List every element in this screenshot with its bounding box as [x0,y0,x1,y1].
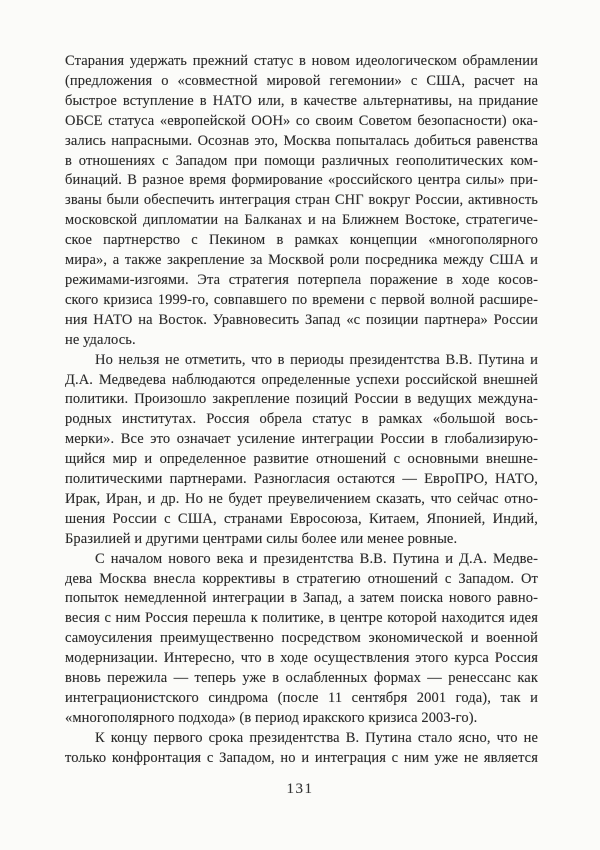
text-line: ское партнерство с Пекином в рамках концепции «многополярного [65,232,538,249]
text-line: модернизации. Интересно, что в ходе осуществления этого курса Россия [65,650,538,667]
text-line: С началом нового века и президентства В.В. Путина и Д.А. Медве- [95,550,538,567]
text-line: только конфронтация с Западом, но и интеграция с ним уже не является [65,749,538,766]
text-line: щийся мир и определенное развитие отношений с основными внешне- [65,451,538,468]
text-line: К концу первого срока президентства В. Путина стало ясно, что не [95,729,538,746]
text-line: зались напрасными. Осознав это, Москва попыталась добиться равенства [65,132,538,149]
text-line: Бразилией и другими центрами силы более или менее ровные. [65,530,458,547]
paragraph [65,351,538,550]
text-line: политическими партнерами. Разногласия остаются — ЕвроПРО, НАТО, [65,471,538,488]
text-line: интеграционистского синдрома (после 11 сентября 2001 года), так и [65,690,538,706]
paragraph [65,52,538,351]
text-line: дева Москва внесла коррективы в стратегию отношений с Западом. От [65,570,538,587]
text-line: весия с ним Россия перешла к политике, в центре которой находится идея [65,610,538,627]
text-line: Старания удержать прежний статус в новом идеологическом обрамлении [65,53,538,69]
text-line: мира», а также закрепление за Москвой роли посредника между США и [65,252,538,269]
text-line: режимами-изгоями. Эта стратегия потерпела поражение в ходе косов- [65,271,538,288]
text-line: Ирак, Иран, и др. Но не будет преувеличением сказать, что сейчас отно- [65,490,538,507]
text-line: званы были обеспечить интеграция стран СНГ вокруг России, активность [65,192,538,209]
text-line: ского кризиса 1999-го, совпавшего по времени с первой волной расшире- [65,291,538,308]
text-line: в отношениях с Западом при помощи различных геополитических ком- [65,152,538,169]
text-line: родных институтах. Россия обрела статус в рамках «большой вось- [65,411,538,428]
text-line: шения России с США, странами Евросоюза, Китаем, Японией, Индий, [65,510,538,527]
text-line: самоусиления преимущественно посредством экономической и военной [65,630,538,647]
text-block [65,52,538,769]
page-number: 131 [286,781,314,797]
text-line: ОБСЕ статуса «европейской ООН» со своим Советом безопасности) ока- [65,112,538,129]
text-line: попыток немедленной интеграции в Запад, а затем поиска нового равно- [65,590,538,607]
text-line: московской дипломатии на Балканах и на Ближнем Востоке, стратегиче- [65,212,538,229]
text-line: быстрое вступление в НАТО или, в качестве альтернативы, на придание [65,92,538,109]
paragraph [65,729,538,769]
text-line: бинаций. В разное время формирование «российского центра силы» при- [65,172,538,189]
text-line: не удалось. [65,331,136,348]
text-line: Но нельзя не отметить, что в периоды президентства В.В. Путина и [95,351,538,368]
text-line: мерки». Все это означает усиление интеграции России в глобализирую- [65,431,538,448]
text-line: Д.А. Медведева наблюдаются определенные успехи российской внешней [65,371,538,388]
text-line: (предложения о «совместной мировой гегемонии» с США, расчет на [65,72,538,89]
text-line: «многополярного подхода» (в период иракского кризиса 2003-го). [65,709,478,726]
paragraph [65,550,538,729]
text-line: ния НАТО на Восток. Уравновесить Запад «с позиции партнера» России [65,311,538,328]
text-line: вновь пережила — теперь уже в ослабленных формах — ренессанс как [65,670,538,687]
text-line: политики. Произошло закрепление позиций России в ведущих междуна- [65,391,538,408]
